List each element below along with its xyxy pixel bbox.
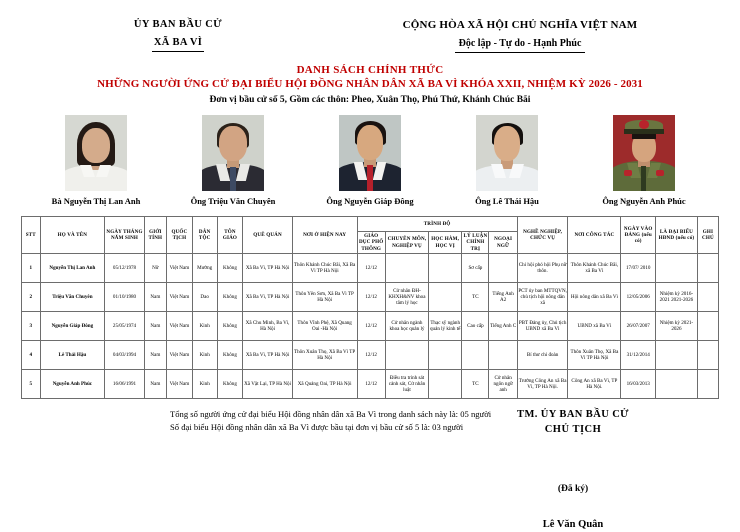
cell-academic: [429, 370, 462, 399]
col-hdnd-deputy: LÀ ĐẠI BIỂU HĐND (nếu có): [655, 217, 697, 254]
cell-dob: 25/05/1974: [105, 312, 144, 341]
cell-politics: Cao cấp: [462, 312, 489, 341]
cell-occupation: Chi hội phó hội Phụ nữ thôn.: [517, 254, 568, 283]
cell-ethnicity: Kinh: [192, 312, 217, 341]
cell-politics: TC: [462, 370, 489, 399]
signature-block: [452, 408, 718, 532]
cell-gender: Nữ: [144, 254, 166, 283]
cell-stt: 5: [22, 370, 41, 399]
cell-education: 12/12: [357, 283, 385, 312]
cell-religion: Không: [217, 370, 243, 399]
cell-hdnd: [655, 254, 697, 283]
document-footer: [18, 408, 722, 532]
cell-note: [697, 312, 718, 341]
national-heading-block: [318, 18, 722, 53]
table-header-group-row: [22, 217, 719, 232]
col-residence: NƠI Ở HIỆN NAY: [292, 217, 357, 254]
cell-workplace: Công An xã Ba Vì, TP Hà Nội.: [568, 370, 621, 399]
candidate-photo-item: [167, 115, 299, 207]
cell-academic: [429, 283, 462, 312]
cell-politics: [462, 341, 489, 370]
cell-language: Tiếng Anh A2: [489, 283, 517, 312]
page-subtitle: NHỮNG NGƯỜI ỨNG CỬ ĐẠI BIỂU HỘI ĐỒNG NHÂN DÂN XÃ BA VÌ KHÓA XXII, NHIỆM KỲ 2026 - 2031: [97, 78, 643, 90]
cell-education: 12/12: [357, 341, 385, 370]
table-row: [22, 283, 719, 312]
cell-professional: Cử nhân ĐH-KHXH&NV khoa tâm lý học: [385, 283, 428, 312]
cell-language: Tiếng Anh C: [489, 312, 517, 341]
cell-hometown: Xã Chu Minh, Ba Vì, Hà Nội: [243, 312, 292, 341]
cell-ethnicity: Mường: [192, 254, 217, 283]
cell-ethnicity: Dao: [192, 283, 217, 312]
candidate-name-label: Ông Lê Thái Hậu: [475, 196, 539, 206]
cell-hometown: Xã Ba Vì, TP Hà Nội: [243, 283, 292, 312]
cell-ethnicity: Kinh: [192, 370, 217, 399]
candidate-photo-item: [441, 115, 573, 207]
cell-professional: [385, 341, 428, 370]
cell-party-date: 26/07/2007: [621, 312, 656, 341]
candidate-photo-item: [30, 115, 162, 207]
cell-ethnicity: Kinh: [192, 341, 217, 370]
col-dob: NGÀY THÁNG NĂM SINH: [105, 217, 144, 254]
signature-authority: TM. ỦY BAN BẦU CỬ: [517, 409, 629, 421]
cell-gender: Nam: [144, 312, 166, 341]
cell-residence: Thôn Vĩnh Phệ, Xã Quang Oai -Hà Nội: [292, 312, 357, 341]
cell-religion: Không: [217, 341, 243, 370]
table-row: [22, 370, 719, 399]
cell-language: Cử nhân ngôn ngữ anh: [489, 370, 517, 399]
col-religion: TÔN GIÁO: [217, 217, 243, 254]
cell-hdnd: Nhiệm kỳ 2016- 2021 2021-2026: [655, 283, 697, 312]
cell-residence: Thôn Khánh Chúc Bãi, Xã Ba Vì TP Hà Nội: [292, 254, 357, 283]
cell-note: [697, 370, 718, 399]
cell-education: 12/12: [357, 370, 385, 399]
cell-workplace: UBND xã Ba Vì: [568, 312, 621, 341]
candidate-photo-row: [18, 115, 722, 207]
cell-gender: Nam: [144, 370, 166, 399]
cell-hdnd: Nhiệm kỳ 2021-2026: [655, 312, 697, 341]
page-title: DANH SÁCH CHÍNH THỨC: [296, 64, 444, 76]
cell-name: Nguyễn Anh Phúc: [40, 370, 105, 399]
candidate-portrait-4: [476, 115, 538, 191]
cell-academic: Thạc sỹ ngành quản lý kinh tế: [429, 312, 462, 341]
cell-religion: Không: [217, 312, 243, 341]
cell-residence: Thôn Yên Sơn, Xã Ba Vì TP Hà Nội: [292, 283, 357, 312]
document-header: [18, 18, 722, 53]
authority-name: ỦY BAN BẦU CỬ: [133, 19, 223, 30]
electoral-unit-line: Đơn vị bầu cử số 5, Gồm các thôn: Pheo, Xuân Thọ, Phú Thứ, Khánh Chúc Bãi: [209, 95, 531, 105]
cell-occupation: Trưởng Công An xã Ba Vì, TP Hà Nội.: [517, 370, 568, 399]
cell-workplace: Thôn Xuân Thọ, Xã Ba Vì TP Hà Nội: [568, 341, 621, 370]
cell-politics: Sơ cấp: [462, 254, 489, 283]
cell-note: [697, 254, 718, 283]
col-full-name: HỌ VÀ TÊN: [40, 217, 105, 254]
col-academic-title: HỌC HÀM, HỌC VỊ: [429, 232, 462, 254]
cell-gender: Nam: [144, 283, 166, 312]
col-ethnicity: DÂN TỘC: [192, 217, 217, 254]
candidate-photo-item: [304, 115, 436, 207]
cell-stt: 1: [22, 254, 41, 283]
cell-occupation: PCT ủy ban MTTQVN, chủ tịch hội nông dân xã: [517, 283, 568, 312]
table-body: [22, 254, 719, 399]
candidate-portrait-2: [202, 115, 264, 191]
cell-stt: 3: [22, 312, 41, 341]
national-motto: Độc lập - Tự do - Hạnh Phúc: [455, 37, 586, 53]
cell-dob: 01/10/1980: [105, 283, 144, 312]
cell-education: 12/12: [357, 312, 385, 341]
candidate-table: [21, 216, 719, 399]
cell-party-date: 12/05/2006: [621, 283, 656, 312]
col-group-qualification: TRÌNH ĐỘ: [357, 217, 517, 232]
summary-seats-elected: Số đại biểu Hội đồng nhân dân xã Ba Vì được bầu tại đơn vị bầu cử số 5 là: 03 người: [170, 422, 464, 433]
signed-note: (Đã ký): [557, 484, 589, 495]
authority-commune: XÃ BA VÌ: [152, 36, 204, 52]
cell-nationality: Việt Nam: [166, 312, 192, 341]
cell-dob: 04/03/1994: [105, 341, 144, 370]
cell-professional: Điều tra trinh sát cảnh sát, Cử nhân luật: [385, 370, 428, 399]
cell-stt: 4: [22, 341, 41, 370]
cell-name: Lê Thái Hậu: [40, 341, 105, 370]
title-block: [18, 63, 722, 107]
cell-hometown: Xã Ba Vì, TP Hà Nội: [243, 254, 292, 283]
col-nationality: QUỐC TỊCH: [166, 217, 192, 254]
cell-note: [697, 341, 718, 370]
candidate-portrait-1: [65, 115, 127, 191]
signer-name: Lê Văn Quân: [542, 519, 604, 531]
cell-residence: Xã Quảng Oai, TP Hà Nội: [292, 370, 357, 399]
candidate-photo-item: [578, 115, 710, 207]
cell-hometown: Xã Vật Lại, TP Hà Nội: [243, 370, 292, 399]
col-political-theory: LÝ LUẬN CHÍNH TRỊ: [463, 233, 488, 252]
candidate-name-label: Ông Nguyễn Giáp Đông: [326, 196, 414, 206]
cell-name: Triệu Văn Chuyên: [40, 283, 105, 312]
table-row: [22, 254, 719, 283]
candidate-name-label: Ông Nguyễn Anh Phúc: [602, 196, 686, 206]
col-foreign-language: NGOẠI NGỮ: [489, 232, 517, 254]
cell-education: 12/12: [357, 254, 385, 283]
col-occupation: NGHỀ NGHIỆP, CHỨC VỤ: [517, 217, 568, 254]
col-professional: CHUYÊN MÔN, NGHIỆP VỤ: [385, 232, 428, 254]
col-stt: STT: [22, 217, 41, 254]
cell-hometown: Xã Ba Vì, TP Hà Nội: [243, 341, 292, 370]
col-note: GHI CHÚ: [697, 217, 718, 254]
candidate-portrait-3: [339, 115, 401, 191]
cell-professional: [385, 254, 428, 283]
issuing-authority-block: [18, 18, 318, 52]
cell-religion: Không: [217, 283, 243, 312]
cell-politics: TC: [462, 283, 489, 312]
cell-dob: 05/12/1978: [105, 254, 144, 283]
summary-block: [22, 408, 492, 532]
cell-stt: 2: [22, 283, 41, 312]
country-name: CỘNG HÒA XÃ HỘI CHỦ NGHĨA VIỆT NAM: [402, 19, 638, 31]
cell-party-date: 16/03/2013: [621, 370, 656, 399]
candidate-portrait-5: [613, 115, 675, 191]
cell-religion: Không: [217, 254, 243, 283]
summary-total-candidates: Tổng số người ứng cử đại biểu Hội đồng nhân dân xã Ba Vì trong danh sách này là: 05 người: [170, 409, 492, 420]
cell-occupation: Bí thư chi đoàn: [517, 341, 568, 370]
cell-name: Nguyễn Giáp Đông: [40, 312, 105, 341]
table-row: [22, 312, 719, 341]
cell-nationality: Việt Nam: [166, 370, 192, 399]
signature-role: CHỦ TỊCH: [544, 424, 602, 436]
cell-hdnd: [655, 370, 697, 399]
cell-workplace: Thôn Khánh Chúc Bãi, xã Ba Vì: [568, 254, 621, 283]
candidate-table-wrapper: [18, 216, 722, 399]
cell-occupation: PBT Đảng ủy, Chủ tịch UBND xã Ba Vì: [517, 312, 568, 341]
cell-language: [489, 254, 517, 283]
cell-gender: Nam: [144, 341, 166, 370]
cell-academic: [429, 254, 462, 283]
col-workplace: NƠI CÔNG TÁC: [568, 217, 621, 254]
candidate-name-label: Ông Triệu Văn Chuyên: [190, 196, 276, 206]
cell-party-date: 31/12/2014: [621, 341, 656, 370]
table-row: [22, 341, 719, 370]
cell-nationality: Việt Nam: [166, 254, 192, 283]
candidate-name-label: Bà Nguyễn Thị Lan Anh: [51, 196, 141, 206]
cell-name: Nguyễn Thị Lan Anh: [40, 254, 105, 283]
col-gender: GIỚI TÍNH: [144, 217, 166, 254]
cell-note: [697, 283, 718, 312]
cell-hdnd: [655, 341, 697, 370]
cell-nationality: Việt Nam: [166, 341, 192, 370]
cell-party-date: 17/07/ 2010: [621, 254, 656, 283]
col-hometown: QUÊ QUÁN: [243, 217, 292, 254]
cell-residence: Thôn Xuân Thọ, Xã Ba Vì TP Hà Nội: [292, 341, 357, 370]
col-general-education: GIÁO DỤC PHỔ THÔNG: [358, 233, 384, 252]
cell-nationality: Việt Nam: [166, 283, 192, 312]
cell-professional: Cử nhân ngành khoa học quản lý: [385, 312, 428, 341]
cell-language: [489, 341, 517, 370]
cell-workplace: Hội nông dân xã Ba Vì: [568, 283, 621, 312]
cell-academic: [429, 341, 462, 370]
col-party-date: NGÀY VÀO ĐẢNG (nếu có): [621, 217, 656, 254]
cell-dob: 16/06/1991: [105, 370, 144, 399]
